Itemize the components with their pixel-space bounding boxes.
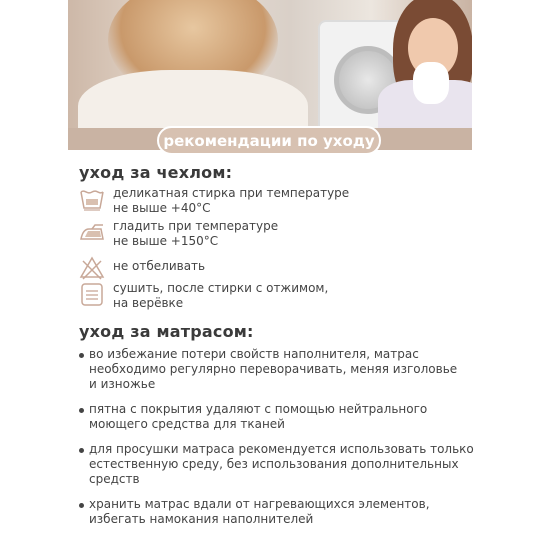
wash-30-icon bbox=[79, 186, 105, 212]
tip-line: средств bbox=[89, 472, 140, 486]
tip-line: во избежание потери свойств наполнителя, матрас bbox=[89, 347, 419, 361]
list-item bbox=[79, 402, 479, 432]
care-item-iron-line1: гладить при температуре bbox=[113, 219, 279, 233]
tip-line: необходимо регулярно переворачивать, меняя изголовье bbox=[89, 362, 458, 376]
list-item bbox=[79, 497, 479, 527]
header-photo bbox=[68, 0, 472, 140]
mattress-care-title: уход за матрасом: bbox=[79, 322, 254, 341]
cover-care-title: уход за чехлом: bbox=[79, 163, 233, 182]
photo-towel bbox=[413, 62, 449, 104]
tip-line: избегать намокания наполнителей bbox=[89, 512, 314, 526]
bullet-icon bbox=[79, 408, 84, 413]
tip-line: и изножье bbox=[89, 377, 156, 391]
care-item-iron bbox=[79, 219, 479, 255]
tip-line: моющего средства для тканей bbox=[89, 417, 285, 431]
care-banner: рекомендации по уходу bbox=[157, 126, 381, 155]
care-item-dry bbox=[79, 281, 479, 317]
care-item-wash bbox=[79, 186, 479, 222]
list-item bbox=[79, 442, 479, 487]
tip-line: естественную среду, без использования дополнительных bbox=[89, 457, 459, 471]
bullet-icon bbox=[79, 448, 84, 453]
iron-icon bbox=[79, 219, 105, 245]
mattress-tips-list bbox=[79, 347, 479, 537]
care-item-iron-line2: не выше +150°C bbox=[113, 234, 219, 248]
list-item bbox=[79, 347, 479, 392]
bullet-icon bbox=[79, 353, 84, 358]
care-item-bleach-line1: не отбеливать bbox=[113, 259, 206, 273]
dry-line-icon bbox=[79, 281, 105, 307]
care-item-dry-line2: на верёвке bbox=[113, 296, 184, 310]
no-bleach-icon bbox=[79, 255, 105, 281]
tip-line: пятна с покрытия удаляют с помощью нейтрального bbox=[89, 402, 428, 416]
tip-line: для просушки матраса рекомендуется использовать только bbox=[89, 442, 474, 456]
bullet-icon bbox=[79, 503, 84, 508]
care-item-wash-line1: деликатная стирка при температуре bbox=[113, 186, 350, 200]
tip-line: хранить матрас вдали от нагревающихся элементов, bbox=[89, 497, 430, 511]
care-item-dry-line1: сушить, после стирки с отжимом, bbox=[113, 281, 329, 295]
care-item-wash-line2: не выше +40°C bbox=[113, 201, 211, 215]
